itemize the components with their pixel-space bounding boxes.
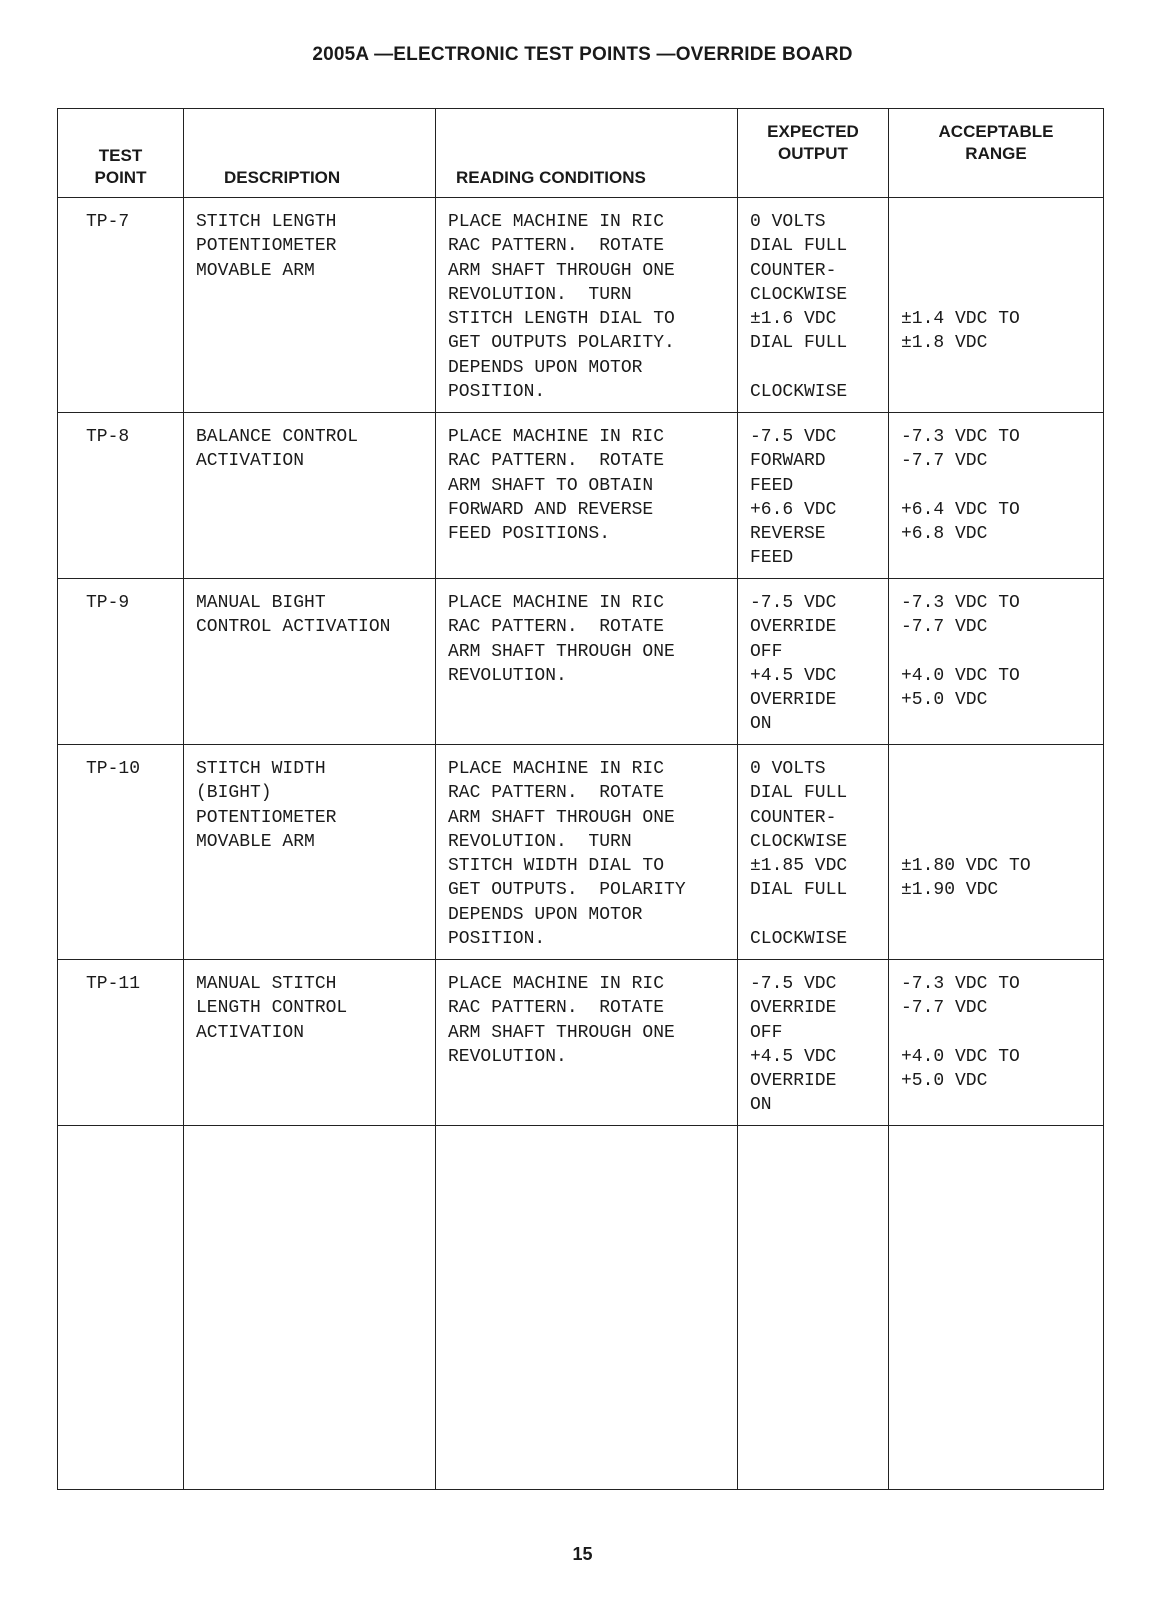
cell-test-point: TP-9 — [58, 579, 184, 745]
blank-cell — [184, 1126, 436, 1490]
cell-reading-conditions: PLACE MACHINE IN RIC RAC PATTERN. ROTATE ARM SHAFT THROUGH ONE REVOLUTION. TURN STITCH LENGTH DIAL TO GET OUTPUTS POLARITY. DEPENDS UPON MOTOR POSITION. — [436, 198, 738, 413]
cell-acceptable-range: -7.3 VDC TO -7.7 VDC +4.0 VDC TO +5.0 VDC — [889, 579, 1104, 745]
cell-description: MANUAL BIGHT CONTROL ACTIVATION — [184, 579, 436, 745]
table-row — [58, 413, 1104, 579]
header-expected-output: EXPECTED OUTPUT — [738, 109, 889, 198]
blank-cell — [436, 1126, 738, 1490]
cell-description: MANUAL STITCH LENGTH CONTROL ACTIVATION — [184, 960, 436, 1126]
blank-cell — [58, 1126, 184, 1490]
header-reading-conditions: READING CONDITIONS — [436, 109, 738, 198]
cell-expected-output: -7.5 VDC OVERRIDE OFF +4.5 VDC OVERRIDE ON — [738, 960, 889, 1126]
cell-reading-conditions: PLACE MACHINE IN RIC RAC PATTERN. ROTATE ARM SHAFT THROUGH ONE REVOLUTION. TURN STITCH WIDTH DIAL TO GET OUTPUTS. POLARITY DEPENDS UPON MOTOR POSITION. — [436, 745, 738, 960]
cell-reading-conditions: PLACE MACHINE IN RIC RAC PATTERN. ROTATE ARM SHAFT TO OBTAIN FORWARD AND REVERSE FEED POSITIONS. — [436, 413, 738, 579]
cell-acceptable-range: -7.3 VDC TO -7.7 VDC +4.0 VDC TO +5.0 VDC — [889, 960, 1104, 1126]
page-title: 2005A —ELECTRONIC TEST POINTS —OVERRIDE BOARD — [312, 44, 853, 65]
header-acceptable-range: ACCEPTABLE RANGE — [889, 109, 1104, 198]
cell-acceptable-range: -7.3 VDC TO -7.7 VDC +6.4 VDC TO +6.8 VDC — [889, 413, 1104, 579]
header-test-point: TEST POINT — [58, 109, 184, 198]
table-row — [58, 579, 1104, 745]
header-description: DESCRIPTION — [184, 109, 436, 198]
cell-description: STITCH LENGTH POTENTIOMETER MOVABLE ARM — [184, 198, 436, 413]
test-points-table — [57, 108, 1104, 1490]
blank-cell — [738, 1126, 889, 1490]
blank-cell — [889, 1126, 1104, 1490]
cell-test-point: TP-7 — [58, 198, 184, 413]
table-row — [58, 198, 1104, 413]
cell-test-point: TP-10 — [58, 745, 184, 960]
cell-acceptable-range: ±1.4 VDC TO ±1.8 VDC — [889, 198, 1104, 413]
cell-acceptable-range: ±1.80 VDC TO ±1.90 VDC — [889, 745, 1104, 960]
cell-reading-conditions: PLACE MACHINE IN RIC RAC PATTERN. ROTATE ARM SHAFT THROUGH ONE REVOLUTION. — [436, 960, 738, 1126]
cell-expected-output: 0 VOLTS DIAL FULL COUNTER- CLOCKWISE ±1.6 VDC DIAL FULL CLOCKWISE — [738, 198, 889, 413]
cell-reading-conditions: PLACE MACHINE IN RIC RAC PATTERN. ROTATE ARM SHAFT THROUGH ONE REVOLUTION. — [436, 579, 738, 745]
cell-test-point: TP-11 — [58, 960, 184, 1126]
table-row — [58, 960, 1104, 1126]
table-row — [58, 745, 1104, 960]
header-row — [58, 109, 1104, 198]
cell-description: BALANCE CONTROL ACTIVATION — [184, 413, 436, 579]
cell-expected-output: -7.5 VDC OVERRIDE OFF +4.5 VDC OVERRIDE ON — [738, 579, 889, 745]
page-number: 15 — [572, 1544, 593, 1564]
cell-expected-output: -7.5 VDC FORWARD FEED +6.6 VDC REVERSE FEED — [738, 413, 889, 579]
cell-test-point: TP-8 — [58, 413, 184, 579]
cell-expected-output: 0 VOLTS DIAL FULL COUNTER- CLOCKWISE ±1.85 VDC DIAL FULL CLOCKWISE — [738, 745, 889, 960]
cell-description: STITCH WIDTH (BIGHT) POTENTIOMETER MOVABLE ARM — [184, 745, 436, 960]
blank-row — [58, 1126, 1104, 1490]
